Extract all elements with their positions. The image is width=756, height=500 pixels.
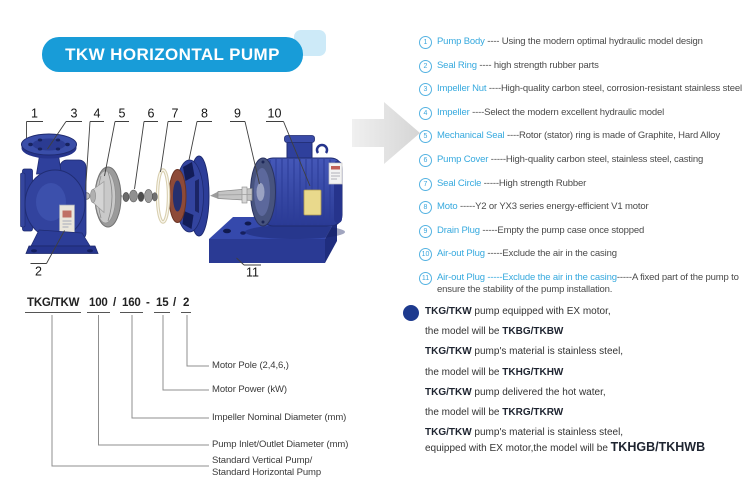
part-name: Moto	[437, 201, 458, 213]
part-desc: -----High-quality carbon steel, stainless steel, casting	[488, 153, 704, 165]
bullet-icon	[403, 305, 419, 321]
seal-circle	[158, 170, 169, 222]
note-model-name: TKHGB/TKHWB	[610, 440, 706, 455]
note-text: equipped with EX motor,the model will be	[425, 443, 611, 455]
pump-body	[21, 134, 99, 254]
part-number-badge: 5	[419, 130, 432, 143]
note-model-name: TKG/TKW	[425, 427, 472, 439]
part-item	[419, 272, 756, 296]
note-model-name: TKG/TKW	[425, 386, 472, 398]
part-name: Pump Cover	[437, 153, 489, 165]
motor-shaft	[210, 187, 252, 203]
part-number: 1	[31, 106, 38, 121]
pump-cover	[169, 156, 209, 236]
part-item	[419, 83, 756, 96]
note-line	[425, 326, 755, 338]
part-desc: ----Select the modern excellent hydraulic model	[469, 106, 665, 118]
part-number: 6	[147, 106, 155, 121]
part-desc: -----A fixed part of the pump to ensure the stability of the pump installation.	[437, 271, 742, 295]
part-item	[419, 107, 756, 120]
model-segment-impeller: 160	[120, 297, 143, 313]
model-segment-power: 15	[154, 297, 170, 313]
note-model-name: TKRG/TKRW	[502, 406, 564, 418]
part-name: Seal Circle	[437, 177, 482, 189]
part-name: Seal Ring	[437, 59, 477, 71]
part-item	[419, 225, 756, 238]
note-text: pump's material is stainless steel,	[471, 346, 624, 358]
note-model-name: TKHG/TKHW	[502, 366, 564, 378]
part-desc: ----Rotor (stator) ring is made of Graphite, Hard Alloy	[504, 130, 720, 142]
part-desc: -----Empty the pump case once stopped	[479, 224, 645, 236]
part-number-badge: 10	[419, 248, 432, 261]
note-line	[425, 367, 755, 379]
mechanical-seal	[118, 189, 158, 202]
part-item	[419, 60, 756, 73]
note-model-name: TKG/TKW	[425, 306, 472, 317]
part-name: Impeller	[437, 106, 470, 118]
part-item	[419, 201, 756, 214]
model-separator: /	[173, 297, 176, 309]
model-notes	[425, 306, 755, 461]
right-arrow-icon	[352, 102, 420, 164]
motor	[251, 136, 343, 227]
part-number-badge: 9	[419, 225, 432, 238]
part-item	[419, 130, 756, 143]
part-number: 8	[201, 106, 208, 121]
model-separator: -	[146, 297, 150, 309]
part-item	[419, 36, 756, 49]
part-number: 7	[171, 106, 179, 121]
part-desc: -----High strength Rubber	[481, 177, 587, 189]
part-name: Air-out Plug -----Exclude the air in the casing	[437, 271, 617, 283]
part-number-badge: 1	[419, 36, 432, 49]
part-desc: -----Y2 or YX3 series energy-efficient V1 motor	[457, 201, 649, 213]
part-number: 3	[70, 106, 78, 121]
part-number: 9	[234, 106, 241, 121]
part-item	[419, 248, 756, 261]
parts-list	[419, 36, 756, 306]
model-code	[0, 297, 300, 317]
part-number: 10	[267, 106, 282, 121]
model-segment-pole: 2	[181, 297, 191, 313]
note-model-name: TKBG/TKBW	[502, 326, 564, 338]
model-label-series-2: Standard Horizontal Pump	[212, 467, 322, 478]
note-model-name: TKG/TKW	[425, 346, 472, 358]
note-text: the model will be	[425, 366, 503, 378]
part-number-badge: 2	[419, 60, 432, 73]
part-item	[419, 154, 756, 167]
note-text: pump's material is stainless steel,	[471, 427, 624, 439]
model-segment-inlet: 100	[87, 297, 110, 313]
model-label-power: Motor Power (kW)	[212, 384, 287, 395]
model-segment-series: TKG/TKW	[25, 297, 81, 313]
model-separator: /	[113, 297, 116, 309]
part-name: Drain Plug	[437, 224, 480, 236]
part-number-badge: 4	[419, 107, 432, 120]
part-number-badge: 8	[419, 201, 432, 214]
part-name: Impeller Nut	[437, 83, 487, 95]
part-name: Pump Body	[437, 36, 485, 47]
part-number: 11	[246, 265, 259, 280]
note-text: pump delivered the hot water,	[471, 386, 606, 398]
note-line	[425, 306, 755, 318]
part-desc: ---- high strength rubber parts	[476, 59, 599, 71]
note-line	[425, 441, 755, 453]
part-desc: -----Exclude the air in the casing	[484, 248, 617, 260]
model-label-series-1: Standard Vertical Pump/	[212, 455, 313, 466]
part-number: 4	[93, 106, 101, 121]
part-item	[419, 178, 756, 191]
part-number: 5	[118, 106, 126, 121]
part-number-badge: 3	[419, 83, 432, 96]
note-line	[425, 427, 755, 439]
part-name: Air-out Plug	[437, 248, 485, 260]
part-number: 2	[35, 264, 42, 279]
note-line	[425, 387, 755, 399]
part-number-badge: 7	[419, 178, 432, 191]
part-desc: ---- Using the modern optimal hydraulic model design	[484, 36, 703, 47]
part-desc: ----High-quality carbon steel, corrosion-resistant stainless steel	[486, 83, 742, 95]
model-label-impeller: Impeller Nominal Diameter (mm)	[212, 412, 347, 423]
model-label-pole: Motor Pole (2,4,6,)	[212, 360, 289, 371]
note-line	[425, 346, 755, 358]
note-line	[425, 407, 755, 419]
model-label-inlet: Pump Inlet/Outlet Diameter (mm)	[212, 439, 349, 450]
note-text: the model will be	[425, 326, 503, 338]
part-number-badge: 11	[419, 272, 432, 285]
part-name: Mechanical Seal	[437, 130, 505, 142]
note-text: the model will be	[425, 406, 503, 418]
note-text: pump equipped with EX motor,	[471, 306, 611, 317]
impeller	[83, 167, 121, 227]
pump-exploded-diagram	[8, 90, 420, 295]
page-title: TKW HORIZONTAL PUMP	[42, 37, 303, 72]
part-number-badge: 6	[419, 154, 432, 167]
